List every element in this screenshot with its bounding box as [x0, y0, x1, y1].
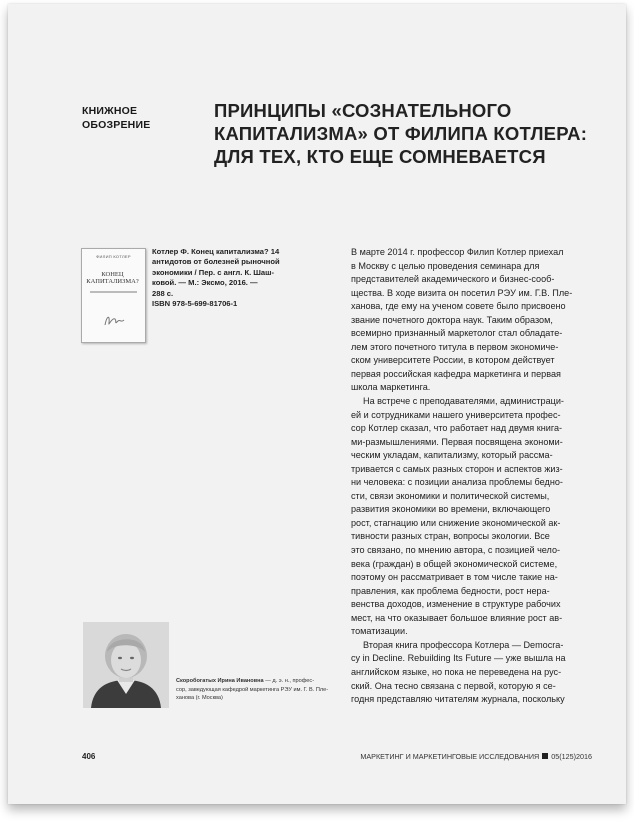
biblio-line: ковой. — М.: Эксмо, 2016. — [152, 278, 258, 288]
body-line: щества. В ходе визита он посетил РЭУ им. Г.В. Пле- [351, 287, 573, 298]
cover-signature-icon [102, 311, 126, 329]
body-line: правления, как проблема бедности, рост нера- [351, 585, 550, 596]
body-line: cy in Decline. Rebuilding Its Future — уже вышла на [351, 653, 566, 664]
body-line: поэтому он рассматривает в том числе такие на- [351, 572, 558, 583]
cover-author: ФИЛИП КОТЛЕР [96, 254, 131, 259]
body-line: звание почетного доктора наук. Таким образом, [351, 314, 553, 325]
body-line: развития экономики во времени, включающего [351, 504, 551, 515]
body-line: лем этого почетного титула в первом экономиче- [351, 341, 559, 352]
body-line: мест, на что оказывает большое влияние рост ав- [351, 612, 563, 623]
body-line: На встрече с преподавателями, администраци- [363, 396, 564, 407]
biblio-line: ISBN 978-5-699-81706-1 [152, 299, 238, 309]
cover-subtitle-bar [90, 291, 137, 293]
body-line: ханова, где ему на ученом совете было присвоено [351, 301, 566, 312]
biblio-line: Котлер Ф. Конец капитализма? 14 [152, 247, 280, 256]
body-line: сти, связи экономики и политической системы, [351, 490, 550, 501]
section-label [82, 104, 150, 132]
body-line: ни человека: с позиции анализа проблемы бедно- [351, 477, 563, 488]
square-separator-icon [542, 753, 548, 759]
body-line: томатизации. [351, 626, 408, 637]
body-line: рост, стагнацию или снижение экономической ак- [351, 517, 561, 528]
body-line: английском языке, но пока не переведена на рус- [351, 666, 562, 677]
journal-footer [360, 752, 592, 761]
cover-title-line: КАПИТАЛИЗМА? [86, 278, 139, 285]
body-line: ский. Она тесно связана с первой, которую я се- [351, 680, 556, 691]
body-line: Вторая книга профессора Котлера — Democra- [363, 639, 564, 650]
headline-line: ДЛЯ ТЕХ, КТО ЕЩЕ СОМНЕВАЕТСЯ [214, 146, 546, 167]
author-caption-line [176, 677, 336, 686]
page-number: 406 [82, 752, 96, 761]
body-line: ей и сотрудниками нашего университета профес- [351, 409, 561, 420]
author-caption-line: сор, заведующая кафедрой маркетинга РЭУ им. Г. В. Пле- [176, 686, 329, 693]
body-line: годня представляю читателям журнала, поскольку [351, 694, 565, 705]
article-headline [214, 99, 594, 168]
author-name: Скоробогатых Ирина Ивановна [176, 678, 264, 684]
author-caption [176, 677, 336, 703]
biblio-line: антидотов от болезней рыночной [152, 257, 280, 267]
body-line: В марте 2014 г. профессор Филип Котлер приехал [351, 247, 564, 257]
author-caption-line: ханова (г. Москва) [176, 695, 223, 702]
biblio-line: экономики / Пер. с англ. К. Шаш- [152, 267, 275, 277]
body-line: венства доходов, изменение в структуре рабочих [351, 599, 561, 610]
author-photo [83, 622, 169, 708]
author-degree: — д. э. н., профес- [263, 678, 315, 684]
body-line: ческим укладам, капитализму, который рассма- [351, 450, 553, 461]
body-line: века (граждан) в общей экономической системе, [351, 558, 558, 569]
body-line: в Москву с целью проведения семинара для [351, 260, 540, 271]
body-line: ми-размышлениями. Первая посвящена экономи- [351, 436, 563, 447]
body-line: это связано, по мнению автора, с позицией чело- [351, 545, 561, 556]
book-cover-image [81, 248, 146, 343]
cover-title [86, 271, 139, 285]
magazine-page [8, 4, 626, 804]
biblio-line: 288 с. [152, 288, 174, 298]
body-line: первая российская кафедра маркетинга и первая [351, 368, 561, 379]
article-body [351, 246, 611, 707]
headline-line: КАПИТАЛИЗМА» ОТ ФИЛИПА КОТЛЕРА: [214, 123, 588, 144]
cover-title-line: КОНЕЦ [101, 271, 124, 278]
body-line: тривается с самых разных сторон и аспектов жиз- [351, 463, 563, 474]
headline-line: ПРИНЦИПЫ «СОЗНАТЕЛЬНОГО [214, 100, 512, 121]
body-line: всемирно признанный маркетолог стал обладате- [351, 328, 563, 339]
body-line: ском университете России, в котором действует [351, 355, 555, 366]
journal-name: МАРКЕТИНГ И МАРКЕТИНГОВЫЕ ИССЛЕДОВАНИЯ [360, 752, 540, 761]
journal-issue: 05(125)2016 [551, 752, 592, 761]
section-label-line: ОБОЗРЕНИЕ [82, 119, 151, 131]
author-portrait-image [83, 622, 169, 708]
body-line: школа маркетинга. [351, 382, 431, 393]
section-label-line: КНИЖНОЕ [82, 105, 138, 117]
body-line: представителей академического и бизнес-сооб- [351, 274, 555, 285]
body-line: тивности разных стран, вопросы экологии. Все [351, 531, 550, 542]
body-line: сор Котлер сказал, что работает над двумя книга- [351, 423, 563, 434]
book-bibliography [152, 247, 322, 309]
